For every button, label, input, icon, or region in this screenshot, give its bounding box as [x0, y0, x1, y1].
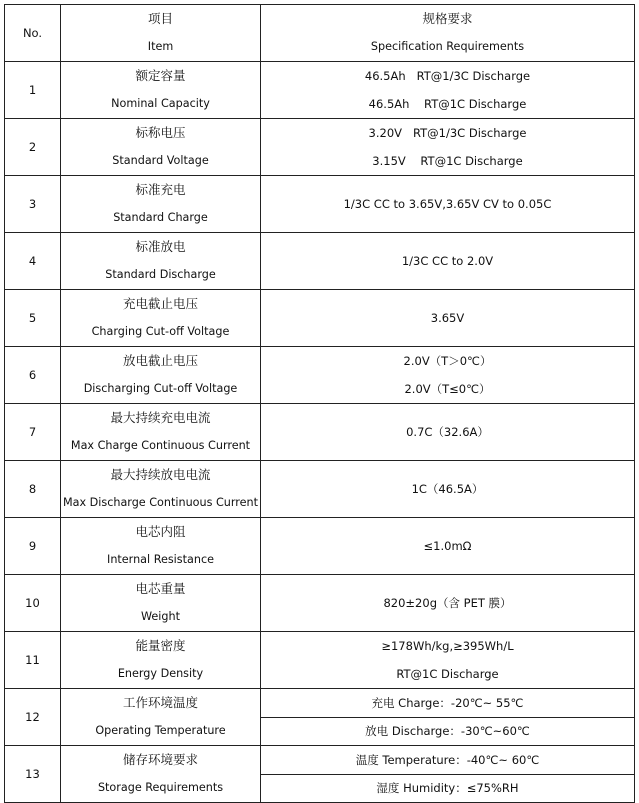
- item-name-cn: 标准放电: [135, 239, 186, 254]
- item-name-cn: 工作环境温度: [122, 695, 198, 710]
- spec-cell: [261, 404, 635, 461]
- row-number: 9: [28, 539, 37, 553]
- table-row: [5, 575, 635, 632]
- table-row: [5, 347, 635, 404]
- item-name-en: Standard Voltage: [112, 154, 209, 167]
- item-name-en: Max Charge Continuous Current: [70, 439, 251, 452]
- spec-line: 820±20g（含 PET 膜）: [383, 596, 512, 610]
- table-row: [5, 689, 635, 746]
- spec-line: ≤1.0mΩ: [423, 539, 472, 553]
- item-name-cn: 最大持续充电电流: [110, 410, 211, 425]
- header-spec-cn: 规格要求: [422, 11, 473, 26]
- spec-line: RT@1C Discharge: [396, 667, 499, 681]
- item-name-cn: 储存环境要求: [122, 752, 198, 767]
- spec-line: 充电 Charge：-20℃~ 55℃: [371, 695, 524, 710]
- row-number: 2: [28, 140, 37, 154]
- spec-line: 3.20V RT@1/3C Discharge: [368, 126, 527, 140]
- header-no: [5, 5, 61, 62]
- spec-line: 1/3C CC to 3.65V,3.65V CV to 0.05C: [343, 197, 552, 211]
- row-number: 8: [28, 482, 37, 496]
- table-row: [5, 518, 635, 575]
- row-number-cell: [5, 632, 61, 689]
- row-number-cell: [5, 62, 61, 119]
- row-number: 1: [28, 83, 37, 97]
- item-cell: [61, 176, 261, 233]
- table-row: [5, 746, 635, 803]
- row-number-cell: [5, 347, 61, 404]
- header-row: [5, 5, 635, 62]
- item-name-cn: 能量密度: [135, 638, 186, 653]
- item-cell: [61, 119, 261, 176]
- header-no-label: No.: [22, 26, 43, 40]
- table-row: [5, 233, 635, 290]
- item-name-en: Charging Cut-off Voltage: [91, 325, 230, 338]
- item-name-en: Operating Temperature: [95, 724, 226, 737]
- spec-cell: [261, 119, 635, 176]
- item-name-en: Max Discharge Continuous Current: [62, 496, 259, 509]
- item-name-cn: 额定容量: [135, 68, 186, 83]
- spec-cell: [261, 233, 635, 290]
- row-number: 13: [25, 767, 40, 781]
- header-item-en: Item: [147, 40, 174, 53]
- item-cell: [61, 746, 261, 803]
- item-name-en: Internal Resistance: [107, 553, 214, 566]
- spec-cell: [261, 518, 635, 575]
- spec-line: 46.5Ah RT@1C Discharge: [368, 97, 527, 111]
- header-item: [61, 5, 261, 62]
- spec-line: ≥178Wh/kg,≥395Wh/L: [381, 639, 514, 653]
- row-number: 12: [25, 710, 40, 724]
- header-item-cn: 项目: [147, 11, 173, 26]
- row-number: 5: [28, 311, 37, 325]
- row-number-cell: [5, 575, 61, 632]
- spec-line: 1/3C CC to 2.0V: [401, 254, 494, 268]
- row-number: 3: [28, 197, 37, 211]
- item-name-en: Discharging Cut-off Voltage: [83, 382, 238, 395]
- item-cell: [61, 290, 261, 347]
- item-cell: [61, 347, 261, 404]
- spec-line: 46.5Ah RT@1/3C Discharge: [364, 69, 531, 83]
- table-row: [5, 632, 635, 689]
- spec-cell: [261, 62, 635, 119]
- spec-line: 3.15V RT@1C Discharge: [372, 154, 523, 168]
- table-row: [5, 62, 635, 119]
- item-name-cn: 充电截止电压: [122, 296, 198, 311]
- spec-cell: [261, 347, 635, 404]
- spec-cell: [261, 176, 635, 233]
- spec-line: 3.65V: [430, 311, 465, 325]
- item-cell: [61, 518, 261, 575]
- item-name-en: Storage Requirements: [97, 781, 224, 794]
- specification-table: [4, 4, 635, 803]
- table-row: [5, 404, 635, 461]
- item-cell: [61, 575, 261, 632]
- spec-cell: [261, 689, 635, 746]
- item-cell: [61, 632, 261, 689]
- item-name-en: Weight: [141, 610, 180, 623]
- row-number-cell: [5, 461, 61, 518]
- row-number-cell: [5, 518, 61, 575]
- spec-cell: [261, 290, 635, 347]
- spec-line: 2.0V（T≤0℃）: [404, 382, 491, 396]
- row-number: 7: [28, 425, 37, 439]
- item-name-cn: 放电截止电压: [122, 353, 198, 368]
- item-cell: [61, 233, 261, 290]
- header-spec: [261, 5, 635, 62]
- item-cell: [61, 461, 261, 518]
- row-number: 6: [28, 368, 37, 382]
- row-number-cell: [5, 746, 61, 803]
- table-row: [5, 119, 635, 176]
- spec-cell: [261, 632, 635, 689]
- item-name-cn: 电芯重量: [135, 581, 186, 596]
- table-row: [5, 461, 635, 518]
- item-name-cn: 最大持续放电电流: [110, 467, 211, 482]
- spec-cell: [261, 575, 635, 632]
- row-number-cell: [5, 176, 61, 233]
- row-number-cell: [5, 689, 61, 746]
- item-name-cn: 标称电压: [135, 125, 186, 140]
- spec-line: 1C（46.5A）: [411, 482, 484, 496]
- row-number-cell: [5, 233, 61, 290]
- item-name-en: Energy Density: [117, 667, 204, 680]
- spec-line: 温度 Temperature：-40℃~ 60℃: [355, 752, 540, 767]
- item-cell: [61, 689, 261, 746]
- item-name-en: Standard Charge: [113, 211, 208, 224]
- item-name-cn: 标准充电: [135, 182, 186, 197]
- spec-line: 放电 Discharge：-30℃~60℃: [365, 724, 530, 739]
- spec-line: 2.0V（T＞0℃）: [403, 354, 492, 368]
- item-name-en: Standard Discharge: [105, 268, 216, 281]
- row-number: 10: [25, 596, 40, 610]
- item-cell: [61, 404, 261, 461]
- header-spec-en: Specification Requirements: [370, 40, 525, 53]
- row-number-cell: [5, 404, 61, 461]
- row-number: 11: [25, 653, 40, 667]
- spec-line: 湿度 Humidity：≤75%RH: [376, 781, 519, 796]
- spec-line: 0.7C（32.6A）: [406, 425, 489, 439]
- spec-cell: [261, 461, 635, 518]
- item-name-cn: 电芯内阻: [135, 524, 186, 539]
- spec-cell: [261, 746, 635, 803]
- item-cell: [61, 62, 261, 119]
- table-row: [5, 176, 635, 233]
- table-row: [5, 290, 635, 347]
- row-number-cell: [5, 290, 61, 347]
- row-number: 4: [28, 254, 37, 268]
- row-number-cell: [5, 119, 61, 176]
- item-name-en: Nominal Capacity: [111, 97, 210, 110]
